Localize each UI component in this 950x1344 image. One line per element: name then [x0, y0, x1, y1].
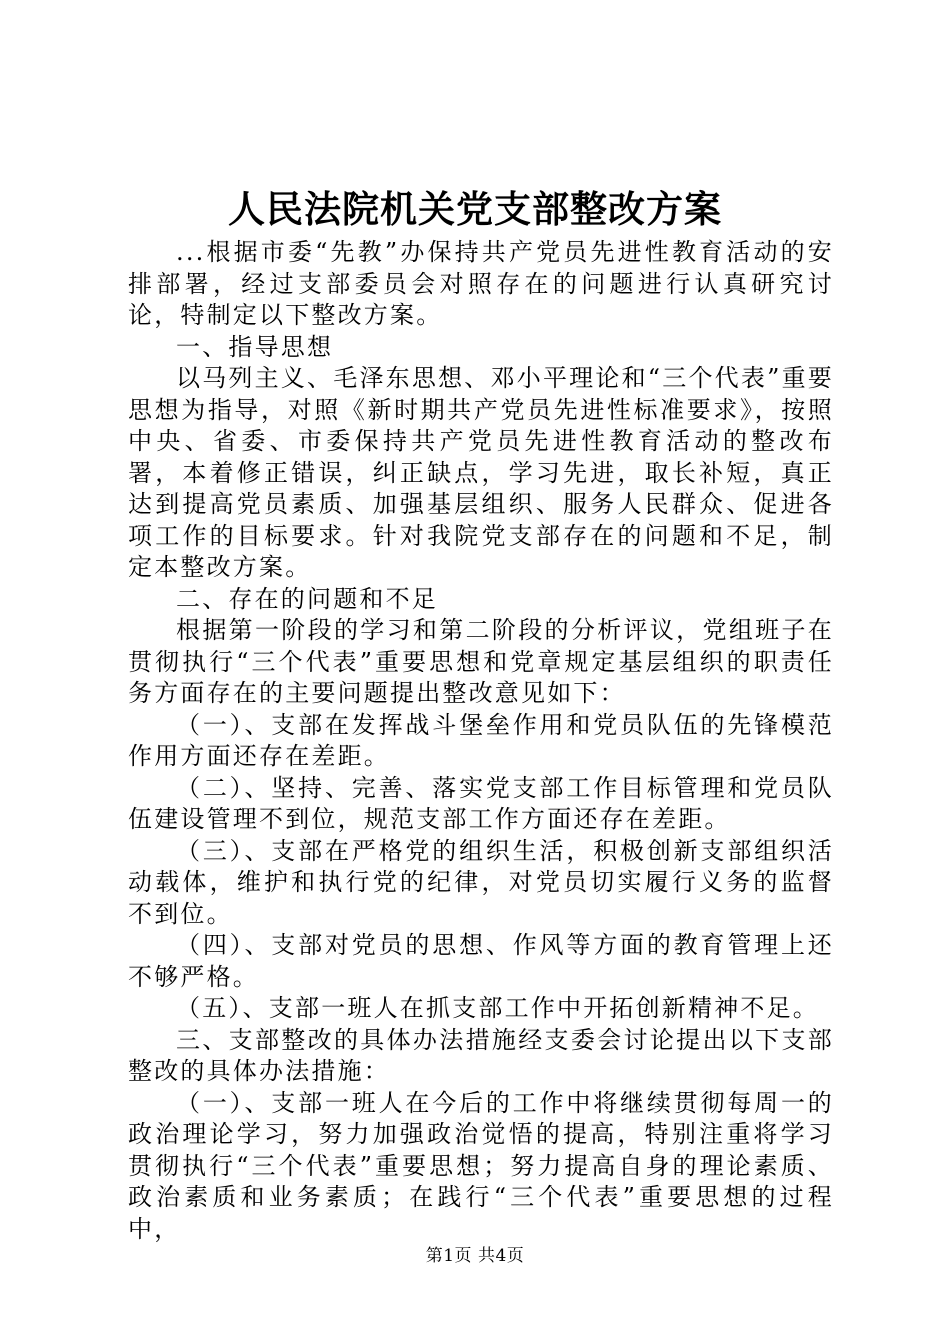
paragraph-problems-intro: 根据第一阶段的学习和第二阶段的分析评议，党组班子在贯彻执行“三个代表”重要思想和党章规定基层组织的职责任务方面存在的主要问题提出整改意见如下：: [128, 616, 834, 707]
section-heading-guiding-ideology: 一、指导思想: [176, 332, 334, 361]
document-body: [128, 237, 834, 1245]
list-item-measure-1: （一）、支部一班人在今后的工作中将继续贯彻每周一的政治理论学习，努力加强政治觉悟的提高，特别注重将学习贯彻执行“三个代表”重要思想；努力提高自身的理论素质、政治素质和业务素质；在践行“三个代表”重要思想的过程中，: [128, 1088, 834, 1243]
list-item-problem-3: （三）、支部在严格党的组织生活，积极创新支部组织活动载体，维护和执行党的纪律，对党员切实履行义务的监督不到位。: [128, 836, 834, 928]
list-item-problem-1: （一）、支部在发挥战斗堡垒作用和党员队伍的先锋模范作用方面还存在差距。: [128, 710, 834, 770]
section-heading-measures: 三、支部整改的具体办法措施经支委会讨论提出以下支部整改的具体办法措施：: [128, 1025, 834, 1085]
list-item-problem-5: （五）、支部一班人在抓支部工作中开拓创新精神不足。: [176, 994, 819, 1022]
paragraph-intro: ...根据市委“先教”办保持共产党员先进性教育活动的安排部署，经过支部委员会对照存在的问题进行认真研究讨论，特制定以下整改方案。: [128, 238, 834, 329]
paragraph-guiding-ideology: 以马列主义、毛泽东思想、邓小平理论和“三个代表”重要思想为指导，对照《新时期共产党员先进性标准要求》，按照中央、省委、市委保持共产党员先进性教育活动的整改布署，本着修正错误，纠正缺点，学习先进，取长补短，真正达到提高党员素质、加强基层组织、服务人民群众、促进各项工作的目标要求。针对我院党支部存在的问题和不足，制定本整改方案。: [128, 364, 834, 581]
section-heading-problems: 二、存在的问题和不足: [176, 584, 438, 613]
document-title: 人民法院机关党支部整改方案: [228, 187, 722, 231]
page-indicator: 第1页 共4页: [425, 1246, 525, 1266]
list-item-problem-4: （四）、支部对党员的思想、作风等方面的教育管理上还不够严格。: [128, 931, 834, 991]
list-item-problem-2: （二）、坚持、完善、落实党支部工作目标管理和党员队伍建设管理不到位，规范支部工作方面还存在差距。: [128, 773, 834, 833]
